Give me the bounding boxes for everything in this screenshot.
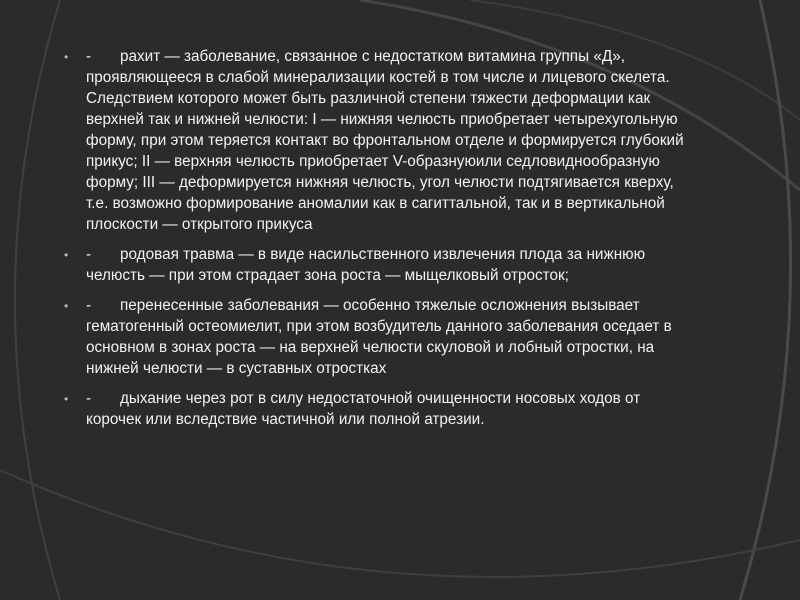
dash-marker: - xyxy=(86,390,92,407)
bullet-icon: • xyxy=(64,248,69,262)
item-text xyxy=(86,244,684,286)
list-item xyxy=(64,244,684,286)
dash-marker: - xyxy=(86,48,92,65)
item-text-body: перенесенные заболевания — особенно тяжелые осложнения вызывает гематогенный остеомиелит, при этом возбудитель данного заболевания оседает в основном в зонах роста — на верхней челюсти скуловой и лобный отростки, на нижней челюсти — в суставных отростках xyxy=(86,297,672,377)
list-item xyxy=(64,295,684,379)
arc-right xyxy=(740,0,791,600)
item-text-body: рахит — заболевание, связанное с недостатком витамина группы «Д», проявляющееся в слабой минерализации костей в том числе и лицевого скелета. Следствием которого может быть различной степени тяжести деформации как верхней так и нижней челюсти: I — нижняя челюсть приобретает четырехугольную форму, при этом теряется контакт во фронтальном отделе и формируется глубокий прикус; II — верхняя челюсть приобретает V-образнуюили седловиднообразную форму; III — деформируется нижняя челюсть, угол челюсти подтягивается кверху, т.е. возможно формирование аномалии как в сагиттальной, так и в вертикальной плоскости — открытого прикуса xyxy=(86,48,684,233)
arc-bottom xyxy=(0,470,800,577)
list-item xyxy=(64,46,684,235)
bullet-icon: • xyxy=(64,299,69,313)
item-text-body: дыхание через рот в силу недостаточной очищенности носовых ходов от корочек или вследствие частичной или полной атрезии. xyxy=(86,390,641,428)
item-text xyxy=(86,295,684,379)
dash-marker: - xyxy=(86,297,92,314)
arc-left xyxy=(15,0,60,600)
bullet-icon: • xyxy=(64,50,69,64)
item-text xyxy=(86,46,684,235)
bullet-list xyxy=(64,46,684,439)
list-item xyxy=(64,388,684,430)
dash-marker: - xyxy=(86,246,92,263)
bullet-icon: • xyxy=(64,392,69,406)
item-text xyxy=(86,388,684,430)
item-text-body: родовая травма — в виде насильственного извлечения плода за нижнюю челюсть — при этом страдает зона роста — мыщелковый отросток; xyxy=(86,246,646,284)
